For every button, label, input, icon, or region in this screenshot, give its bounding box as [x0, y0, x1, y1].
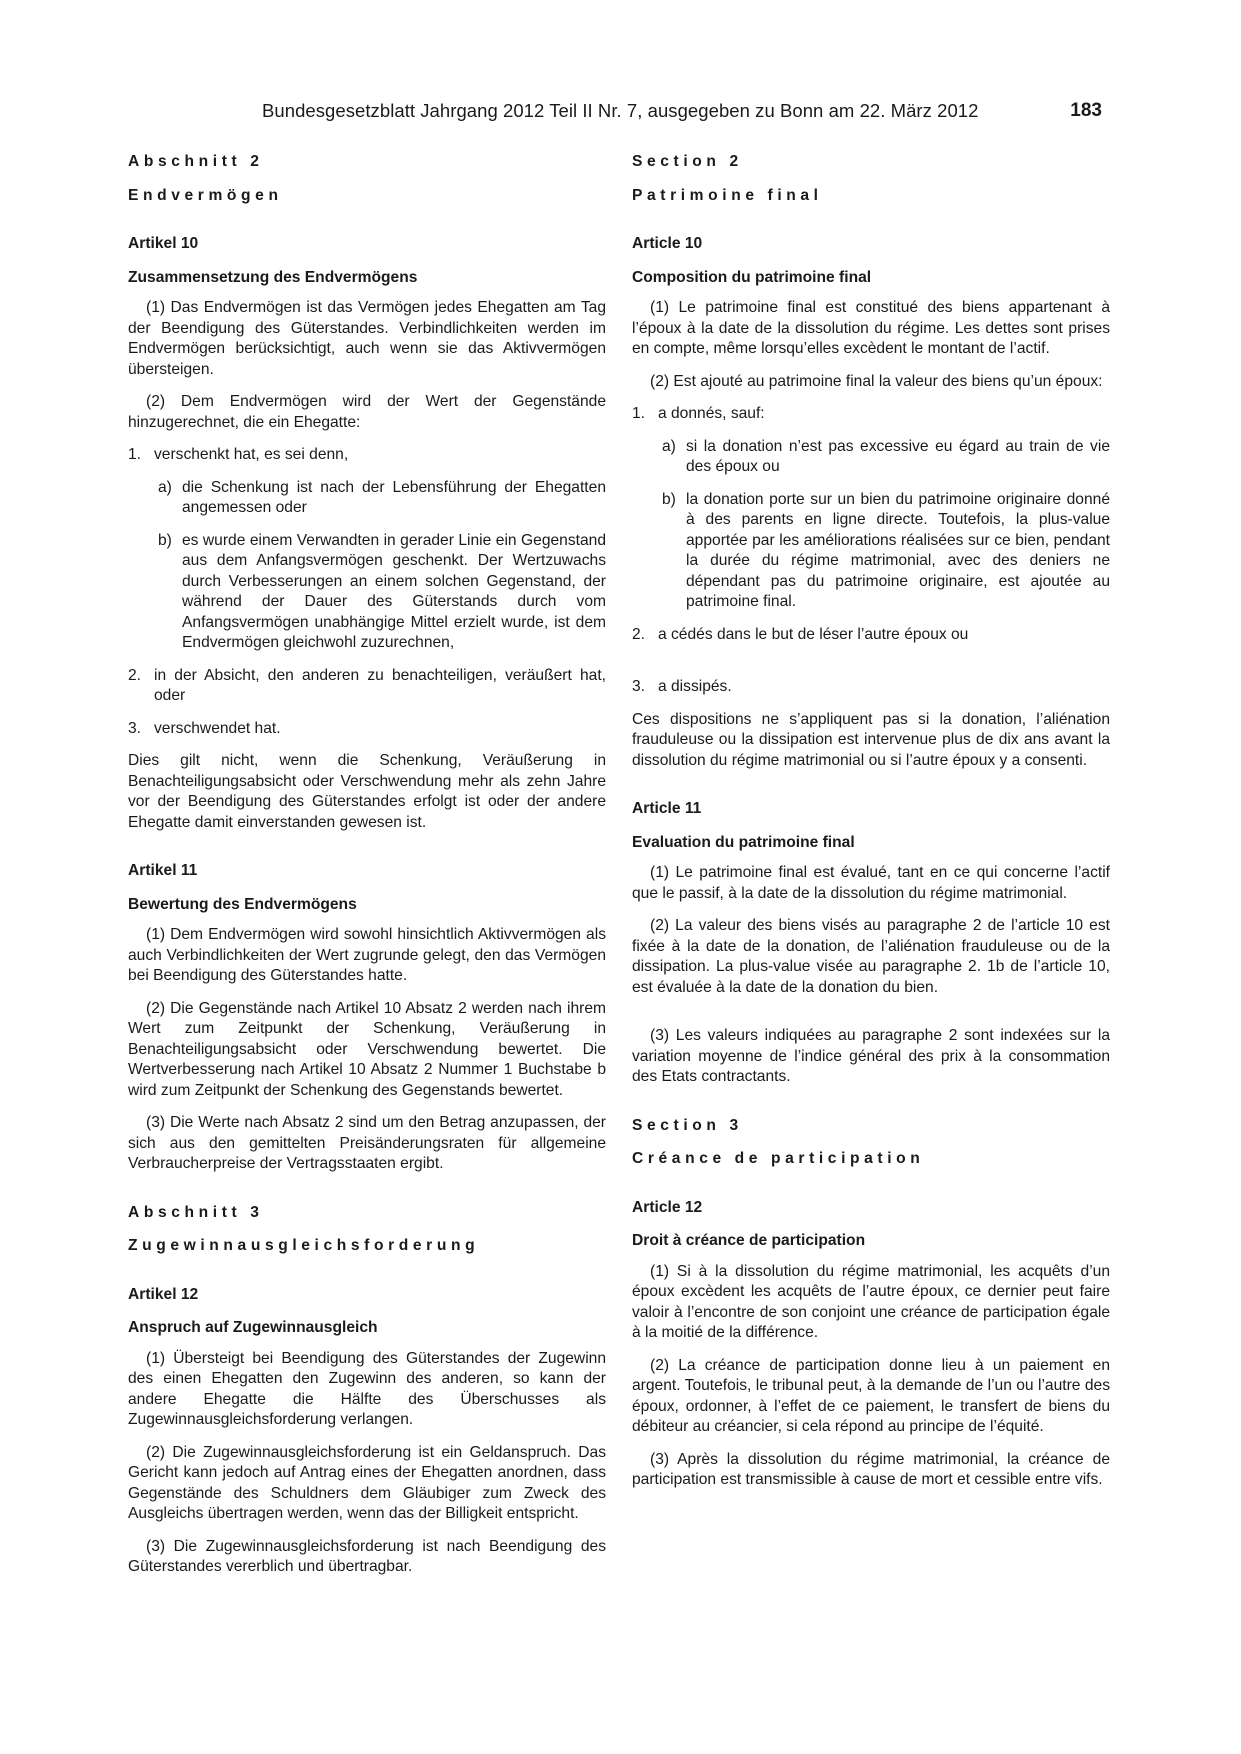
german-column	[128, 152, 606, 1578]
article-11-title: Bewertung des Endvermögens	[128, 895, 357, 913]
article-11-paragraph-1: (1) Le patrimoine final est évalué, tant en ce qui concerne l’actif que le passif, à la date de la dissolution du régime matrimonial.	[632, 864, 1110, 902]
section-3-label: Abschnitt 3	[128, 1203, 264, 1221]
section-2-title: Patrimoine final	[632, 186, 823, 204]
item-number: 2.	[128, 666, 142, 684]
article-10-paragraph-1: (1) Le patrimoine final est constitué des biens appartenant à l’époux à la date de la dissolution du régime. Les dettes sont prises en compte, même lorsqu’elles excèdent le montant de l’actif.	[632, 299, 1110, 357]
article-11-paragraph-2: (2) Die Gegenstände nach Artikel 10 Absatz 2 werden nach ihrem Wert zum Zeitpunkt der Schenkung, Veräußerung in Benachteiligungsabsicht oder Verschwendung bewertet. Die Wertverbesserung nach Artikel 10 Absatz 2 Nummer 1 Buchstabe b wird zum Zeitpunkt der Schenkung des Gegenstands bewertet.	[128, 999, 606, 1099]
item-letter: b)	[158, 531, 172, 549]
article-12-paragraph-2: (2) La créance de participation donne lieu à un paiement en argent. Toutefois, le tribunal peut, à la demande de l’un ou l’autre des époux, ordonner, à l’effet de ce paiement, le transfert de biens du débiteur au créancier, si cela répond au principe de l’équité.	[632, 1356, 1110, 1435]
article-12-title: Droit à créance de participation	[632, 1232, 866, 1249]
section-3-title: Créance de participation	[632, 1150, 925, 1167]
article-10-closing: Dies gilt nicht, wenn die Schenkung, Veräußerung in Benachteiligungsabsicht oder Verschwendung mehr als zehn Jahre vor der Beendigung des Güterstandes erfolgt ist oder der andere Ehegatte damit einverstanden gewesen ist.	[128, 752, 606, 831]
article-10-item-3	[128, 719, 606, 740]
item-text: si la donation n’est pas excessive eu égard au train de vie des époux ou	[686, 437, 1110, 475]
item-number: 1.	[128, 446, 142, 463]
page-header	[262, 100, 1102, 126]
article-10-item-1b	[632, 490, 1110, 613]
article-12-paragraph-1: (1) Übersteigt bei Beendigung des Güterstandes der Zugewinn des einen Ehegatten den Zugewinn des anderen, so kann der andere Ehegatte die Hälfte des Überschusses als Zugewinnausgleichsforderung verlangen.	[128, 1349, 606, 1428]
item-letter: a)	[662, 437, 676, 455]
article-12-label: Article 12	[632, 1198, 703, 1216]
section-2-label: Abschnitt 2	[128, 153, 264, 170]
article-10-item-1	[128, 445, 606, 466]
article-10-item-2	[632, 625, 1110, 646]
item-text: a cédés dans le but de léser l’autre époux ou	[658, 625, 969, 643]
article-10-label: Artikel 10	[128, 235, 199, 252]
article-10-item-1b	[128, 531, 606, 654]
item-letter: b)	[662, 490, 676, 508]
item-number: 1.	[632, 405, 646, 422]
item-text: verschenkt hat, es sei denn,	[154, 446, 349, 463]
article-10-item-2	[128, 666, 606, 707]
article-10-closing: Ces dispositions ne s’appliquent pas si la donation, l’aliénation frauduleuse ou la dissipation est intervenue plus de dix ans avant la dissolution du régime matrimonial ou si l’autre époux y a consenti.	[632, 710, 1110, 769]
article-11-paragraph-1: (1) Dem Endvermögen wird sowohl hinsichtlich Aktivvermögen als auch Verbindlichkeiten der Wert zugrunde gelegt, den das Vermögen bei Beendigung des Güterstandes hatte.	[128, 926, 606, 984]
section-2-label: Section 2	[632, 153, 743, 170]
item-text: verschwendet hat.	[154, 719, 281, 737]
article-12-paragraph-1: (1) Si à la dissolution du régime matrimonial, les acquêts d’un époux excèdent les acquêts de l’autre époux, ce dernier peut faire valoir à l’encontre de son conjoint une créance de participation égale à la moitié de la différence.	[632, 1262, 1110, 1341]
article-10-item-1	[632, 404, 1110, 425]
item-number: 3.	[128, 719, 142, 737]
article-11-label: Article 11	[632, 800, 702, 817]
article-10-paragraph-2: (2) Est ajouté au patrimoine final la valeur des biens qu’un époux:	[650, 372, 1103, 390]
article-11-paragraph-2: (2) La valeur des biens visés au paragraphe 2 de l’article 10 est fixée à la date de la donation, de l’aliénation frauduleuse ou de la dissipation. La plus-value visée au paragraphe 2. 1b de l’article 10, est évaluée à la date de la donation du bien.	[632, 917, 1110, 996]
article-12-paragraph-3: (3) Die Zugewinnausgleichsforderung ist nach Beendigung des Güterstandes vererblich und übertragbar.	[128, 1537, 606, 1575]
article-10-title: Zusammensetzung des Endvermögens	[128, 268, 418, 286]
article-12-paragraph-3: (3) Après la dissolution du régime matrimonial, la créance de participation est transmissible à cause de mort et cessible entre vifs.	[632, 1450, 1110, 1488]
item-text: a dissipés.	[658, 678, 732, 695]
gazette-title: Bundesgesetzblatt Jahrgang 2012 Teil II Nr. 7, ausgegeben zu Bonn am 22. März 2012	[262, 100, 979, 121]
page-number: 183	[1070, 100, 1102, 121]
article-11-title: Evaluation du patrimoine final	[632, 833, 855, 851]
article-11-label: Artikel 11	[128, 862, 198, 879]
article-10-title: Composition du patrimoine final	[632, 268, 872, 286]
article-10-item-1a	[632, 437, 1110, 478]
article-11-paragraph-3: (3) Les valeurs indiquées au paragraphe 2 sont indexées sur la variation moyenne de l’indice général des prix à la consommation des Etats contractants.	[632, 1027, 1110, 1085]
article-10-item-3	[632, 677, 1110, 698]
item-text: die Schenkung ist nach der Lebensführung der Ehegatten angemessen oder	[182, 478, 606, 516]
article-12-title: Anspruch auf Zugewinnausgleich	[128, 1319, 378, 1336]
item-number: 3.	[632, 678, 646, 695]
item-text: in der Absicht, den anderen zu benachteiligen, veräußert hat, oder	[154, 666, 606, 704]
article-10-item-1a	[128, 478, 606, 519]
article-11-paragraph-3: (3) Die Werte nach Absatz 2 sind um den Betrag anzupassen, der sich aus den gemittelten Preisänderungsraten für allgemeine Verbraucherpreise der Vertragsstaaten ergibt.	[128, 1114, 606, 1172]
section-3-title: Zugewinnausgleichsforderung	[128, 1237, 480, 1254]
item-number: 2.	[632, 625, 646, 643]
article-10-paragraph-2: (2) Dem Endvermögen wird der Wert der Gegenstände hinzugerechnet, die ein Ehegatte:	[128, 393, 606, 431]
article-10-paragraph-1: (1) Das Endvermögen ist das Vermögen jedes Ehegatten am Tag der Beendigung des Güterstandes. Verbindlichkeiten werden im Endvermögen berücksichtigt, auch wenn sie das Aktivvermögen übersteigen.	[128, 299, 606, 378]
item-text: es wurde einem Verwandten in gerader Linie ein Gegenstand aus dem Anfangsvermögen geschenkt. Der Wertzuwachs durch Verbesserungen an einem solchen Gegenstand, der während der Dauer des Güterstands durch vom Anfangsvermögen unabhängige Mittel erzielt wurde, ist dem Endvermögen gleichwohl zuzurechnen,	[182, 531, 606, 651]
section-3-label: Section 3	[632, 1116, 743, 1134]
article-12-paragraph-2: (2) Die Zugewinnausgleichsforderung ist ein Geldanspruch. Das Gericht kann jedoch auf Antrag eines der Ehegatten anordnen, dass Gegenstände des Schuldners dem Gläubiger zum Zweck des Ausgleichs übertragen werden, wenn das der Billigkeit entspricht.	[128, 1443, 606, 1522]
item-letter: a)	[158, 478, 172, 496]
item-text: la donation porte sur un bien du patrimoine originaire donné à des parents en ligne directe. Toutefois, la plus-value apportée par les améliorations réalisées sur ce bien, pendant la durée du régime matrimonial, avec des deniers ne dépendant pas du patrimoine originaire, est ajoutée au patrimoine final.	[686, 490, 1110, 610]
article-10-label: Article 10	[632, 235, 703, 252]
item-text: a donnés, sauf:	[658, 405, 765, 422]
article-12-label: Artikel 12	[128, 1285, 199, 1303]
section-2-title: Endvermögen	[128, 186, 283, 204]
french-column	[632, 152, 1110, 1491]
